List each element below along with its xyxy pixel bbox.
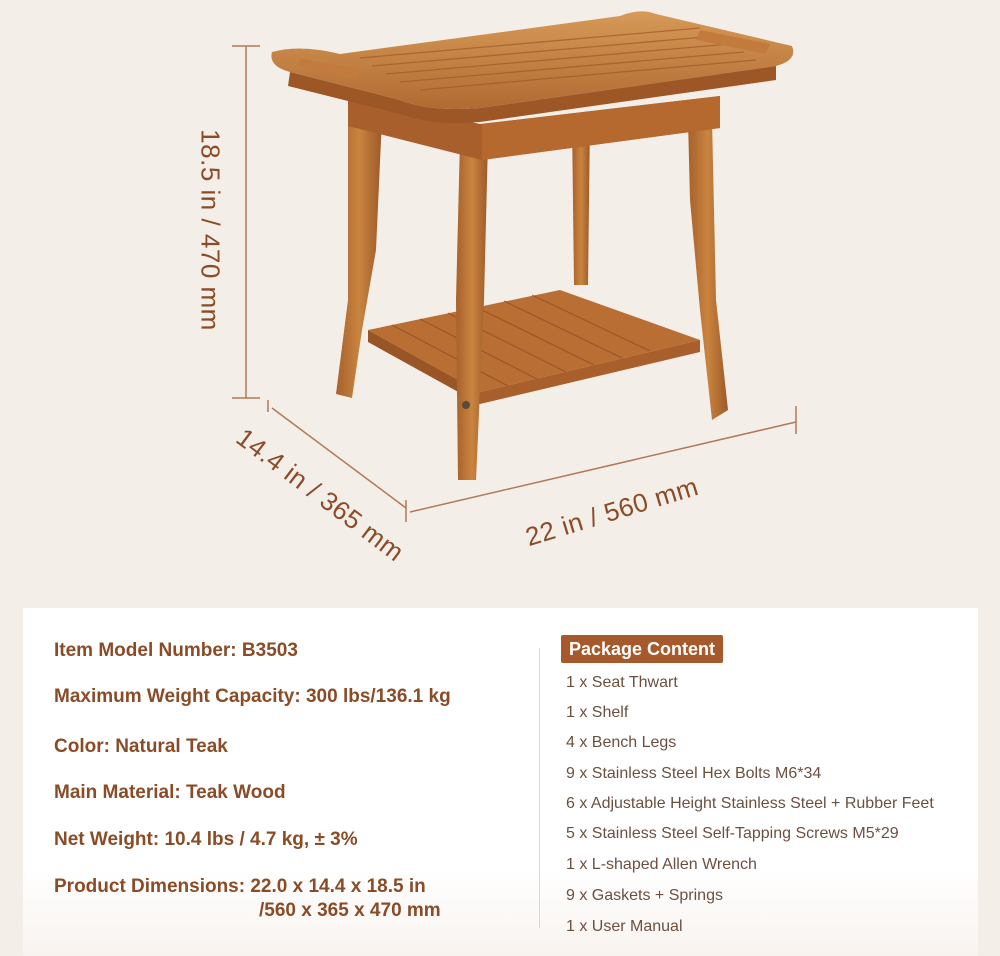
- package-item: 6 x Adjustable Height Stainless Steel + Rubber Feet: [566, 795, 934, 812]
- spec-color: Color: Natural Teak: [54, 736, 228, 757]
- package-content-badge: Package Content: [561, 635, 723, 663]
- package-item: 1 x L-shaped Allen Wrench: [566, 856, 757, 873]
- width-dimension-label: 22 in / 560 mm: [521, 471, 702, 553]
- package-item: 1 x Seat Thwart: [566, 674, 678, 691]
- package-item: 5 x Stainless Steel Self-Tapping Screws M5*29: [566, 825, 899, 842]
- package-item: 4 x Bench Legs: [566, 734, 677, 751]
- package-item: 1 x Shelf: [566, 704, 629, 721]
- height-dimension-label: 18.5 in / 470 mm: [195, 129, 226, 331]
- spec-dimensions-metric: /560 x 365 x 470 mm: [259, 900, 441, 921]
- spec-material: Main Material: Teak Wood: [54, 782, 286, 803]
- spec-model: Item Model Number: B3503: [54, 640, 298, 661]
- bench-lower-shelf: [368, 290, 700, 404]
- spec-capacity: Maximum Weight Capacity: 300 lbs/136.1 kg: [54, 686, 451, 707]
- package-item: 9 x Gaskets + Springs: [566, 887, 723, 904]
- bench-front-legs: [336, 110, 488, 480]
- depth-dimension-label: 14.4 in / 365 mm: [230, 421, 410, 568]
- spec-net-weight: Net Weight: 10.4 lbs / 4.7 kg, ± 3%: [54, 829, 358, 850]
- spec-dimensions: Product Dimensions: 22.0 x 14.4 x 18.5 in: [54, 876, 426, 897]
- column-divider: [539, 648, 540, 928]
- spec-card: [23, 608, 978, 956]
- package-item: 1 x User Manual: [566, 918, 683, 935]
- package-item: 9 x Stainless Steel Hex Bolts M6*34: [566, 765, 822, 782]
